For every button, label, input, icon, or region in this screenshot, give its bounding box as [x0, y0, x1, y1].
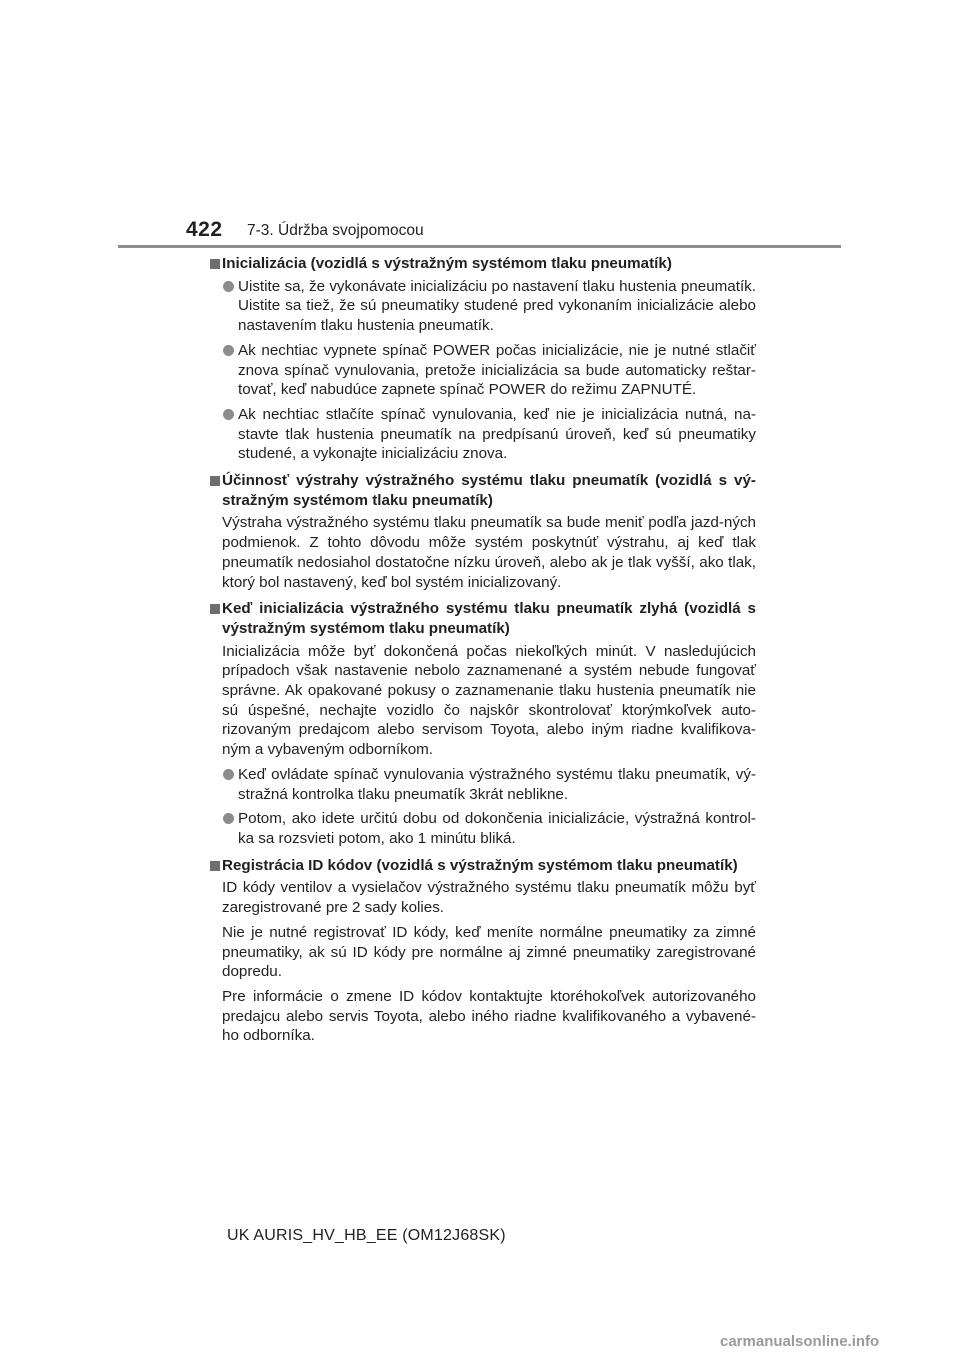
- list-item: Keď ovládate spínač vynulovania výstražného systému tlaku pneumatík, vý-stražná kontrolka tlaku pneumatík 3krát neblikne.: [200, 765, 756, 804]
- list-item: Uistite sa, že vykonávate inicializáciu po nastavení tlaku hustenia pneumatík. Uistite sa tiež, že sú pneumatiky studené pred vykonaním inicializácie alebo nastavením tlaku hustenia pneumatík.: [200, 277, 756, 336]
- section-warning-effectiveness: [200, 471, 756, 592]
- square-bullet-icon: [210, 604, 220, 614]
- section-heading: Inicializácia (vozidlá s výstražným systémom tlaku pneumatík): [200, 254, 756, 274]
- list-item: Ak nechtiac stlačíte spínač vynulovania, keď nie je inicializácia nutná, na-stavte tlak hustenia pneumatík na predpísanú úroveň, keď sú pneumatiky studené, a vykonajte inicializáciu znova.: [200, 405, 756, 464]
- page-number: 422: [186, 218, 223, 241]
- section-heading: Účinnosť výstrahy výstražného systému tlaku pneumatík (vozidlá s vý-stražným systémom tlaku pneumatík): [200, 471, 756, 510]
- section-initialization-failure: [200, 599, 756, 848]
- page-header: [0, 0, 960, 250]
- circle-bullet-icon: [223, 345, 234, 356]
- section-initialization: [200, 254, 756, 464]
- circle-bullet-icon: [223, 409, 234, 420]
- section-paragraph: Nie je nutné registrovať ID kódy, keď meníte normálne pneumatiky za zimné pneumatiky, ak sú ID kódy pre normálne aj zimné pneumatiky zaregistrované dopredu.: [222, 923, 756, 981]
- list-item: Potom, ako idete určitú dobu od dokončenia inicializácie, výstražná kontrol-ka sa rozsvieti potom, ako 1 minútu bliká.: [200, 809, 756, 848]
- section-paragraph: ID kódy ventilov a vysielačov výstražného systému tlaku pneumatík môžu byť zaregistrované pre 2 sady kolies.: [222, 879, 756, 917]
- section-heading: Registrácia ID kódov (vozidlá s výstražným systémom tlaku pneumatík): [200, 856, 756, 876]
- section-paragraph: Inicializácia môže byť dokončená počas niekoľkých minút. V nasledujúcich prípadoch však nastavenie nebolo zaznamenané a systém nebude fungovať správne. Ak opakované pokusy o zaznamenanie tlaku hustenia pneumatík nie sú úspešné, nechajte vozidlo čo najskôr skontrolovať ktorýmkoľvek auto-rizovaným predajcom alebo servisom Toyota, alebo iným riadne kvalifikova-ným a vybaveným odborníkom.: [222, 642, 756, 759]
- watermark: carmanualsonline.info: [720, 1333, 880, 1350]
- header-divider: [118, 245, 841, 248]
- square-bullet-icon: [210, 259, 220, 269]
- section-paragraph: Pre informácie o zmene ID kódov kontaktujte ktoréhokoľvek autorizovaného predajcu alebo servis Toyota, alebo iného riadne kvalifikovaného a vybavené-ho odborníka.: [222, 987, 756, 1045]
- circle-bullet-icon: [223, 769, 234, 780]
- document-code: UK AURIS_HV_HB_EE (OM12J68SK): [227, 1227, 506, 1244]
- list-item: Ak nechtiac vypnete spínač POWER počas inicializácie, nie je nutné stlačiť znova spínač vynulovania, pretože inicializácia sa bude automaticky reštar-tovať, keď nabudúce zapnete spínač POWER do režimu ZAPNUTÉ.: [200, 341, 756, 400]
- section-id-registration: [200, 856, 756, 1046]
- section-title: 7-3. Údržba svojpomocou: [247, 222, 424, 239]
- square-bullet-icon: [210, 861, 220, 871]
- section-paragraph: Výstraha výstražného systému tlaku pneumatík sa bude meniť podľa jazd-ných podmienok. Z tohto dôvodu môže systém poskytnúť výstrahu, aj keď tlak pneumatík nedosiahol dostatočne nízku úroveň, alebo ak je tlak vyšší, ako tlak, ktorý bol nastavený, keď bol systém inicializovaný.: [222, 514, 756, 591]
- square-bullet-icon: [210, 476, 220, 486]
- page-content: [200, 254, 756, 1053]
- section-heading: Keď inicializácia výstražného systému tlaku pneumatík zlyhá (vozidlá s výstražným systémom tlaku pneumatík): [200, 599, 756, 638]
- circle-bullet-icon: [223, 813, 234, 824]
- circle-bullet-icon: [223, 281, 234, 292]
